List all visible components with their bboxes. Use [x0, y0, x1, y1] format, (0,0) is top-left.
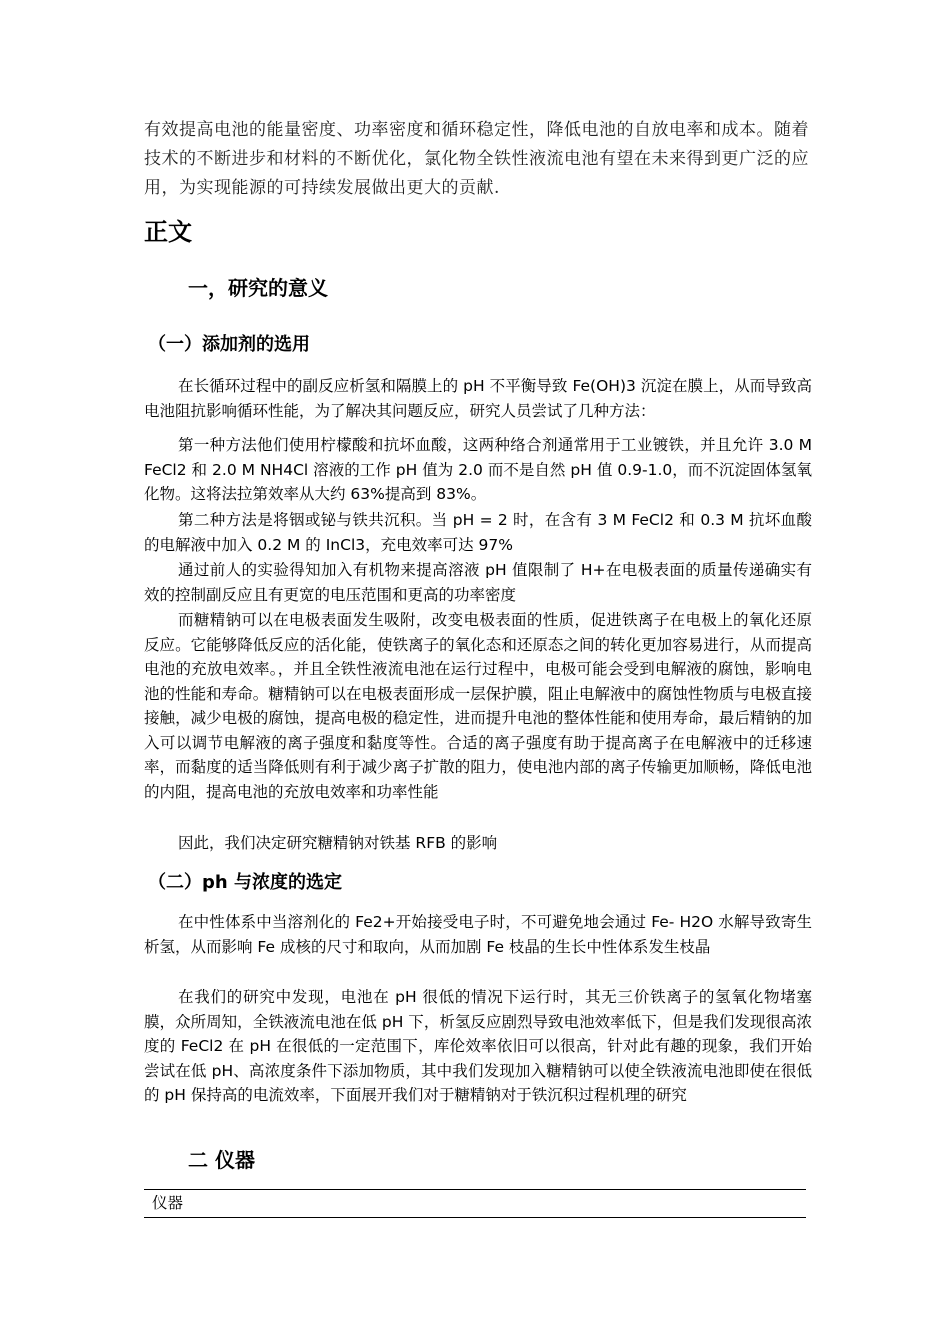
paragraph: 在中性体系中当溶剂化的 Fe2+开始接受电子时，不可避免地会通过 Fe- H2O 水解导致寄生析氢，从而影响 Fe 成核的尺寸和取向，从而加剧 Fe 枝晶的生长中性体系发生枝晶: [144, 913, 812, 956]
paragraph: 因此，我们决定研究糖精钠对铁基 RFB 的影响: [178, 834, 498, 852]
main-heading: 正文: [144, 218, 192, 246]
section-heading-instruments: 二 仪器: [188, 1148, 255, 1172]
instrument-table: [144, 1189, 806, 1218]
paragraph: 而糖精钠可以在电极表面发生吸附，改变电极表面的性质，促进铁离子在电极上的氧化还原反应。它能够降低反应的活化能，使铁离子的氧化态和还原态之间的转化更加容易进行，从而提高电池的充放电效率。，并且全铁性液流电池在运行过程中，电极可能会受到电解液的腐蚀，影响电池的性能和寿命。糖精钠可以在电极表面形成一层保护膜，阻止电解液中的腐蚀性物质与电极直接接触，减少电极的腐蚀，提高电极的稳定性，进而提升电池的整体性能和使用寿命，最后精钠的加入可以调节电解液的离子强度和黏度等性。合适的离子强度有助于提高离子在电解液中的迁移速率，而黏度的适当降低则有利于减少离子扩散的阻力，使电池内部的离子传输更加顺畅，降低电池的内阻，提高电池的充放电效率和功率性能: [144, 611, 812, 801]
subsection-heading-additive: （一）添加剂的选用: [148, 334, 310, 355]
intro-paragraph: 有效提高电池的能量密度、功率密度和循环稳定性，降低电池的自放电率和成本。随着技术的不断进步和材料的不断优化，氯化物全铁性液流电池有望在未来得到更广泛的应用，为实现能源的可持续发展做出更大的贡献.: [144, 120, 809, 198]
paragraph: 在我们的研究中发现，电池在 pH 很低的情况下运行时，其无三价铁离子的氢氧化物堵塞膜，众所周知，全铁液流电池在低 pH 下，析氢反应剧烈导致电池效率低下，但是我们发现很高浓度的 FeCl2 在 pH 在很低的一定范围下，库伦效率依旧可以很高，针对此有趣的现象，我们开始尝试在低 pH、高浓度条件下添加物质，其中我们发现加入糖精钠可以使全铁液流电池即使在很低的 pH 保持高的电流效率，下面展开我们对于糖精钠对于铁沉积过程机理的研究: [144, 988, 812, 1104]
table-header-cell: 仪器: [152, 1194, 184, 1212]
paragraph: 在长循环过程中的副反应析氢和隔膜上的 pH 不平衡导致 Fe(OH)3 沉淀在膜上，从而导致高电池阻抗影响循环性能，为了解决其问题反应，研究人员尝试了几种方法：: [144, 377, 812, 420]
section-heading-significance: 一，研究的意义: [188, 276, 328, 300]
subsection-heading-ph-concentration: （二）ph 与浓度的选定: [148, 872, 342, 893]
paragraph: 第二种方法是将铟或铋与铁共沉积。当 pH = 2 时，在含有 3 M FeCl2 和 0.3 M 抗坏血酸的电解液中加入 0.2 M 的 InCl3，充电效率可达 97%: [144, 511, 812, 554]
paragraph: 通过前人的实验得知加入有机物来提高溶液 pH 值限制了 H+在电极表面的质量传递确实有效的控制副反应且有更宽的电压范围和更高的功率密度: [144, 561, 812, 604]
paragraph: 第一种方法他们使用柠檬酸和抗坏血酸，这两种络合剂通常用于工业镀铁，并且允许 3.0 M FeCl2 和 2.0 M NH4Cl 溶液的工作 pH 值为 2.0 而不是自然 pH 值 0.9-1.0，而不沉淀固体氢氧化物。这将法拉第效率从大约 63%提高到 83%。: [144, 436, 812, 503]
